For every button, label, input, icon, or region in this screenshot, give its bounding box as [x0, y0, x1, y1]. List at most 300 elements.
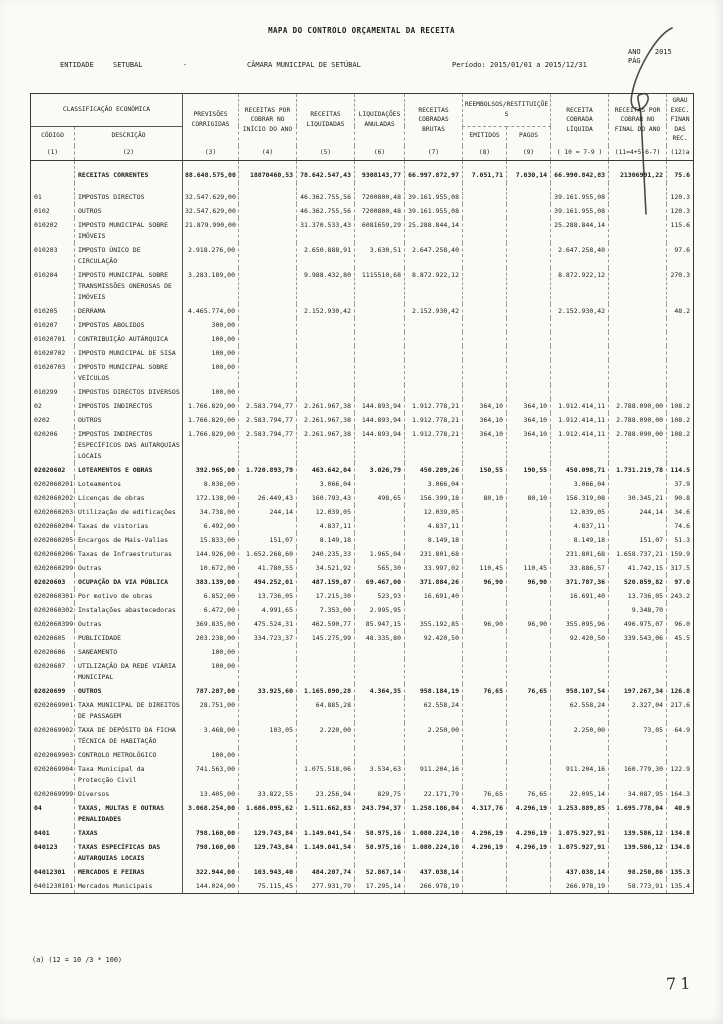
row-value [551, 659, 609, 684]
row-value: 496.975,07 [609, 617, 667, 631]
table-row [31, 723, 694, 748]
row-value: 2.583.794,77 [239, 427, 297, 463]
row-value [551, 603, 609, 617]
row-value: 3.026,79 [355, 463, 405, 477]
row-description: Por motivo de obras [75, 589, 183, 603]
row-value [551, 360, 609, 385]
row-value: 92.420,50 [551, 631, 609, 645]
header-anuladas: LIQUIDAÇÕES ANULADAS [355, 94, 405, 146]
row-value: 28.751,00 [183, 698, 239, 723]
row-code: 010207 [34, 320, 58, 329]
colnum-7: (7) [405, 146, 463, 161]
row-description: Encargos de Mais-Valias [75, 533, 183, 547]
row-value: 8.149,18 [405, 533, 463, 547]
row-value [463, 204, 507, 218]
row-value: 8.872.922,12 [405, 268, 463, 304]
row-description: TAXA MUNICIPAL DE DIREITOS DE PASSAGEM [75, 698, 183, 723]
row-value: 139.586,12 [609, 840, 667, 865]
row-value: 371.787,36 [551, 575, 609, 589]
row-value: 2.152.930,42 [551, 304, 609, 318]
table-row [31, 385, 694, 399]
row-code: 01020702 [34, 348, 66, 357]
row-value [239, 748, 297, 762]
row-value [239, 304, 297, 318]
row-value: 62.558,24 [551, 698, 609, 723]
row-value: 364,10 [463, 413, 507, 427]
row-value: 12.039,05 [405, 505, 463, 519]
table-row [31, 698, 694, 723]
row-value: 96,90 [507, 575, 551, 589]
row-value: 151,07 [609, 533, 667, 547]
row-value: 6.472,00 [183, 603, 239, 617]
row-description: Taxas de Infraestruturas [75, 547, 183, 561]
row-value [463, 360, 507, 385]
row-value: 64.885,28 [297, 698, 355, 723]
footnote: (a) (12 = 10 /3 * 100) [32, 956, 123, 964]
row-value: 6081659,29 [355, 218, 405, 243]
row-value: 76,65 [507, 787, 551, 801]
row-value: 3.068.254,00 [183, 801, 239, 826]
row-value: 1.766.829,00 [183, 413, 239, 427]
row-value [507, 243, 551, 268]
colnum-1: (1) [31, 146, 75, 161]
row-value [297, 645, 355, 659]
row-value: 33.822,55 [239, 787, 297, 801]
row-value [609, 385, 667, 399]
row-value: 1.766.829,00 [183, 427, 239, 463]
row-value [239, 243, 297, 268]
row-value: 2.250,00 [405, 723, 463, 748]
row-code: 02020606 [34, 647, 66, 656]
row-value [355, 318, 405, 332]
row-value: 270.3 [667, 268, 694, 304]
table-row [31, 491, 694, 505]
row-value: 8.149,18 [551, 533, 609, 547]
row-value: 450.098,71 [551, 463, 609, 477]
row-value: 30.345,21 [609, 491, 667, 505]
row-value: 34.087,95 [609, 787, 667, 801]
row-value [507, 332, 551, 346]
table-row [31, 840, 694, 865]
row-value [609, 645, 667, 659]
row-value [463, 533, 507, 547]
row-value: 144.893,94 [355, 413, 405, 427]
row-value: 3.066,04 [551, 477, 609, 491]
row-value [297, 385, 355, 399]
row-value: 958.184,19 [405, 684, 463, 698]
ano-label: ANO [628, 48, 641, 56]
row-code: 010203 [34, 245, 58, 254]
row-value: 2.261.967,38 [297, 399, 355, 413]
row-value [239, 477, 297, 491]
row-value [463, 346, 507, 360]
row-value [463, 477, 507, 491]
row-value: 120.3 [667, 204, 694, 218]
row-code: 0202060202 [34, 493, 74, 502]
row-value: 33.886,57 [551, 561, 609, 575]
row-value: 34.738,00 [183, 505, 239, 519]
row-value: 2.647.258,40 [551, 243, 609, 268]
row-value: 383.139,00 [183, 575, 239, 589]
row-value [239, 268, 297, 304]
row-code: 02020603 [34, 577, 66, 586]
row-value [609, 268, 667, 304]
row-value: 145.275,99 [297, 631, 355, 645]
row-value [507, 603, 551, 617]
row-value: 3.066,04 [297, 477, 355, 491]
row-value: 1.731.219,78 [609, 463, 667, 477]
row-value: 100,00 [183, 385, 239, 399]
table-row [31, 748, 694, 762]
row-value: 1.149.041,54 [297, 840, 355, 865]
row-value: 437.038,14 [551, 865, 609, 879]
row-value: 18870460,53 [239, 161, 297, 183]
row-value [405, 603, 463, 617]
row-value: 1.075.518,06 [297, 762, 355, 787]
row-value [551, 748, 609, 762]
colnum-12: (12)a [667, 146, 694, 161]
table-row [31, 826, 694, 840]
row-value: 144.893,94 [355, 427, 405, 463]
row-value [609, 218, 667, 243]
row-value: 100,00 [183, 645, 239, 659]
row-value: 2.788.090,00 [609, 413, 667, 427]
row-value [355, 533, 405, 547]
row-value: 76,65 [463, 684, 507, 698]
row-value: 243.794,37 [355, 801, 405, 826]
row-value: 243.2 [667, 589, 694, 603]
row-value [551, 332, 609, 346]
table-row [31, 413, 694, 427]
row-value: 231.801,68 [405, 547, 463, 561]
row-value [239, 318, 297, 332]
table-row [31, 801, 694, 826]
row-value: 160.779,30 [609, 762, 667, 787]
row-value [463, 659, 507, 684]
table-row [31, 645, 694, 659]
entity-label: ENTIDADE [60, 61, 94, 69]
row-value: 3.630,51 [355, 243, 405, 268]
row-value: 103.943,40 [239, 865, 297, 879]
row-value [507, 762, 551, 787]
table-row [31, 204, 694, 218]
row-value: 1.511.662,83 [297, 801, 355, 826]
row-value [297, 332, 355, 346]
row-value: 484.207,74 [297, 865, 355, 879]
row-value: 48.335,80 [355, 631, 405, 645]
row-value [609, 332, 667, 346]
table-row [31, 346, 694, 360]
row-description: CONTRIBUIÇÃO AUTÁRQUICA [75, 332, 183, 346]
row-value: 494.252,01 [239, 575, 297, 589]
table-row [31, 427, 694, 463]
row-value: 80,10 [463, 491, 507, 505]
row-value: 39.161.955,08 [405, 204, 463, 218]
row-value: 114.5 [667, 463, 694, 477]
row-value [239, 659, 297, 684]
row-value: 317.5 [667, 561, 694, 575]
row-value: 4.991,65 [239, 603, 297, 617]
row-value [463, 268, 507, 304]
row-value: 100,00 [183, 332, 239, 346]
row-code: 0202069903 [34, 750, 74, 759]
row-value: 829,75 [355, 787, 405, 801]
row-value: 21306991,22 [609, 161, 667, 183]
row-value: 110,45 [507, 561, 551, 575]
row-value: 190,55 [507, 463, 551, 477]
row-value: 1.912.778,21 [405, 427, 463, 463]
row-value: 4.296,19 [507, 826, 551, 840]
row-value: 96,90 [463, 575, 507, 589]
row-value: 37.9 [667, 477, 694, 491]
row-value [551, 318, 609, 332]
row-value [405, 645, 463, 659]
row-value [667, 645, 694, 659]
row-value [463, 332, 507, 346]
row-value [551, 645, 609, 659]
row-value: 4.837,11 [551, 519, 609, 533]
row-value [609, 519, 667, 533]
row-value: 1.766.829,00 [183, 399, 239, 413]
row-value: 462.590,77 [297, 617, 355, 631]
row-value [507, 631, 551, 645]
row-value: 334.723,37 [239, 631, 297, 645]
row-value [507, 698, 551, 723]
row-value: 33.997,02 [405, 561, 463, 575]
row-value: 17.295,14 [355, 879, 405, 894]
row-value: 266.978,19 [551, 879, 609, 894]
row-value [507, 183, 551, 205]
row-value: 523,93 [355, 589, 405, 603]
row-value: 46.362.755,56 [297, 183, 355, 205]
row-value [239, 183, 297, 205]
entity-full-name: CÂMARA MUNICIPAL DE SETÚBAL [247, 61, 361, 69]
header-previsoes: PREVISÕES CORRIGIDAS [183, 94, 239, 146]
row-value: 16.691,40 [405, 589, 463, 603]
row-value: 34.521,92 [297, 561, 355, 575]
row-value: 22.095,14 [551, 787, 609, 801]
row-description: Utilização de edificações [75, 505, 183, 519]
colnum-9: (9) [507, 146, 551, 161]
row-value [551, 385, 609, 399]
row-code [31, 161, 75, 183]
row-code: 020206 [34, 429, 58, 438]
row-value: 6.852,00 [183, 589, 239, 603]
row-value: 156.399,18 [405, 491, 463, 505]
table-row [31, 218, 694, 243]
row-value: 498,65 [355, 491, 405, 505]
row-value: 76,65 [463, 787, 507, 801]
row-value: 120.3 [667, 183, 694, 205]
row-description: OCUPAÇÃO DA VIA PÚBLICA [75, 575, 183, 589]
row-value: 97.6 [667, 243, 694, 268]
row-value: 69.467,00 [355, 575, 405, 589]
row-value: 3.468,00 [183, 723, 239, 748]
row-value: 13.405,00 [183, 787, 239, 801]
row-value: 103,05 [239, 723, 297, 748]
row-value [239, 385, 297, 399]
row-value: 108.2 [667, 413, 694, 427]
row-value: 12.039,05 [297, 505, 355, 519]
row-value: 2.650.888,91 [297, 243, 355, 268]
row-description: Diversos [75, 787, 183, 801]
row-value: 463.642,04 [297, 463, 355, 477]
row-value: 159.9 [667, 547, 694, 561]
row-code: 0202060203 [34, 507, 74, 516]
row-description: Licenças de obras [75, 491, 183, 505]
row-value [239, 645, 297, 659]
row-value: 266.978,19 [405, 879, 463, 894]
row-code: 040123 [34, 842, 58, 851]
document-title: MAPA DO CONTROLO ORÇAMENTAL DA RECEITA [268, 26, 455, 35]
row-value [507, 547, 551, 561]
row-value: 798.160,00 [183, 826, 239, 840]
table-row [31, 477, 694, 491]
row-description: IMPOSTOS ABOLIDOS [75, 318, 183, 332]
row-code: 0102 [34, 206, 50, 215]
row-value: 1115510,68 [355, 268, 405, 304]
row-value: 135.3 [667, 865, 694, 879]
row-value: 231.801,68 [551, 547, 609, 561]
row-value: 4.296,19 [463, 840, 507, 865]
row-value [507, 385, 551, 399]
row-value [609, 360, 667, 385]
row-value [609, 304, 667, 318]
row-value: 32.547.629,00 [183, 204, 239, 218]
colnum-5: (5) [297, 146, 355, 161]
row-value: 15.833,00 [183, 533, 239, 547]
row-value: 2.583.794,77 [239, 399, 297, 413]
row-description: IMPOSTOS DIRECTOS DIVERSOS [75, 385, 183, 399]
row-description: OUTROS [75, 204, 183, 218]
row-value [507, 519, 551, 533]
row-value: 1.912.778,21 [405, 413, 463, 427]
row-value [239, 346, 297, 360]
row-value: 90.8 [667, 491, 694, 505]
colnum-10: ( 10 = 7-9 ) [551, 146, 609, 161]
row-value: 2.220,00 [297, 723, 355, 748]
row-value: 1.720.893,79 [239, 463, 297, 477]
row-code: 010204 [34, 270, 58, 279]
header-column-numbers [31, 146, 694, 161]
row-description: IMPOSTO MUNICIPAL SOBRE VEÍCULOS [75, 360, 183, 385]
row-value [239, 519, 297, 533]
row-value: 9.988.432,80 [297, 268, 355, 304]
row-value: 134.8 [667, 840, 694, 865]
row-value [239, 698, 297, 723]
row-code: 02020605 [34, 633, 66, 642]
row-value: 78.642.547,43 [297, 161, 355, 183]
row-value [239, 332, 297, 346]
row-value [551, 346, 609, 360]
row-value: 13.736,05 [609, 589, 667, 603]
row-value [463, 505, 507, 519]
row-value [667, 748, 694, 762]
row-value: 1.165.890,28 [297, 684, 355, 698]
row-value: 1.080.224,10 [405, 826, 463, 840]
row-value [297, 748, 355, 762]
row-value: 958.107,54 [551, 684, 609, 698]
row-value: 392.965,00 [183, 463, 239, 477]
row-value [463, 865, 507, 879]
row-value [507, 304, 551, 318]
row-code: 02020607 [34, 661, 66, 670]
row-description: RECEITAS CORRENTES [75, 161, 183, 183]
row-value: 32.547.629,00 [183, 183, 239, 205]
row-value: 100,00 [183, 360, 239, 385]
row-value: 1.912.414,11 [551, 427, 609, 463]
row-value: 1.080.224,10 [405, 840, 463, 865]
row-value: 364,10 [507, 427, 551, 463]
row-value [507, 533, 551, 547]
row-value: 8.872.922,12 [551, 268, 609, 304]
row-value [463, 603, 507, 617]
row-value: 108.2 [667, 399, 694, 413]
row-description: LOTEAMENTOS E OBRAS [75, 463, 183, 477]
row-code: 0202060206 [34, 549, 74, 558]
row-value: 98.250,86 [609, 865, 667, 879]
row-value [507, 659, 551, 684]
row-value: 85.947,15 [355, 617, 405, 631]
row-value [507, 865, 551, 879]
row-description: Taxas de vistorias [75, 519, 183, 533]
row-description: TAXAS [75, 826, 183, 840]
colnum-11: (11=4+5-6-7) [609, 146, 667, 161]
row-value [463, 547, 507, 561]
table-row [31, 399, 694, 413]
row-value [355, 346, 405, 360]
table-row [31, 787, 694, 801]
row-description: TAXA DE DEPÓSITO DA FICHA TÉCNICA DE HABITAÇÃO [75, 723, 183, 748]
row-code: 0202060302 [34, 605, 74, 614]
row-description: Mercados Municipais [75, 879, 183, 894]
row-value [355, 477, 405, 491]
row-value: 129.743,84 [239, 840, 297, 865]
row-value [507, 318, 551, 332]
row-value [507, 879, 551, 894]
row-value: 164.3 [667, 787, 694, 801]
header-codigo: CÓDIGO [41, 132, 64, 140]
row-value: 172.138,00 [183, 491, 239, 505]
row-value: 58.975,16 [355, 826, 405, 840]
table-row [31, 519, 694, 533]
row-value: 475.524,31 [239, 617, 297, 631]
row-value: 160.793,43 [297, 491, 355, 505]
row-value: 2.788.090,00 [609, 399, 667, 413]
header-por-cobrar-inicio: RECEITAS POR COBRAR NO INÍCIO DO ANO [239, 94, 297, 146]
table-row [31, 879, 694, 894]
row-code: 01020703 [34, 362, 66, 371]
row-value [405, 748, 463, 762]
row-value: 911.204,16 [551, 762, 609, 787]
row-value [507, 645, 551, 659]
row-value [507, 723, 551, 748]
row-value: 22.171,79 [405, 787, 463, 801]
table-row [31, 762, 694, 787]
row-value: 129.743,84 [239, 826, 297, 840]
row-value [355, 332, 405, 346]
row-value: 4.465.774,00 [183, 304, 239, 318]
row-value: 244,14 [609, 505, 667, 519]
row-value: 2.152.930,42 [297, 304, 355, 318]
row-description: IMPOSTO MUNICIPAL SOBRE TRANSMISSÕES ONEROSAS DE IMÓVEIS [75, 268, 183, 304]
row-value [609, 748, 667, 762]
row-value: 45.5 [667, 631, 694, 645]
row-description: Loteamentos [75, 477, 183, 491]
row-value: 3.283.189,00 [183, 268, 239, 304]
row-value [463, 183, 507, 205]
row-value: 41.742,15 [609, 561, 667, 575]
